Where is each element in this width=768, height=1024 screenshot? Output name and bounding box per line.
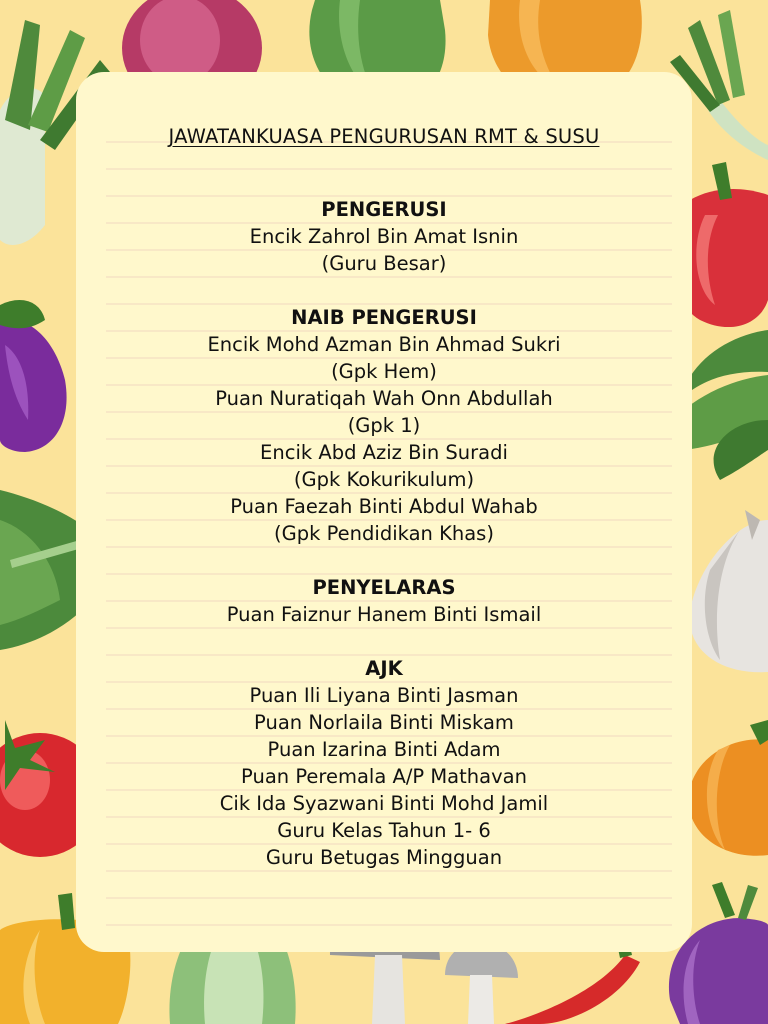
section [76,304,692,547]
member-line: Guru Kelas Tahun 1- 6 [277,819,491,842]
section-heading: PENGERUSI [321,198,447,221]
member-line: Encik Zahrol Bin Amat Isnin [249,225,519,248]
member-line: Puan Faiznur Hanem Binti Ismail [226,603,542,626]
committee-content [76,124,692,898]
section [76,574,692,628]
member-line: Puan Nuratiqah Wah Onn Abdullah [215,387,553,410]
section-heading: PENYELARAS [312,576,456,599]
pumpkin-icon [688,720,768,856]
member-line: Puan Peremala A/P Mathavan [241,765,527,788]
member-line: Puan Ili Liyana Binti Jasman [249,684,519,707]
page-title: JAWATANKUASA PENGURUSAN RMT & SUSU [168,125,600,148]
member-line: Puan Izarina Binti Adam [267,738,501,761]
garlic-icon [690,510,768,672]
member-line: (Gpk Hem) [331,360,437,383]
section-heading: AJK [365,657,403,680]
member-line: Encik Mohd Azman Bin Ahmad Sukri [207,333,561,356]
member-line: Guru Betugas Mingguan [265,846,503,869]
member-line: Puan Norlaila Binti Miskam [254,711,514,734]
eggplant-icon [0,300,67,452]
notice-card [76,72,692,952]
member-line: Encik Abd Aziz Bin Suradi [260,441,508,464]
member-line: Cik Ida Syazwani Binti Mohd Jamil [219,792,549,815]
section-heading: NAIB PENGERUSI [291,306,477,329]
member-line: (Guru Besar) [321,252,447,275]
sections [76,196,692,871]
member-line: (Gpk Pendidikan Khas) [274,522,494,545]
section [76,655,692,871]
member-line: (Gpk Kokurikulum) [293,468,475,491]
section [76,196,692,277]
member-line: Puan Faezah Binti Abdul Wahab [230,495,538,518]
member-line: (Gpk 1) [347,414,421,437]
